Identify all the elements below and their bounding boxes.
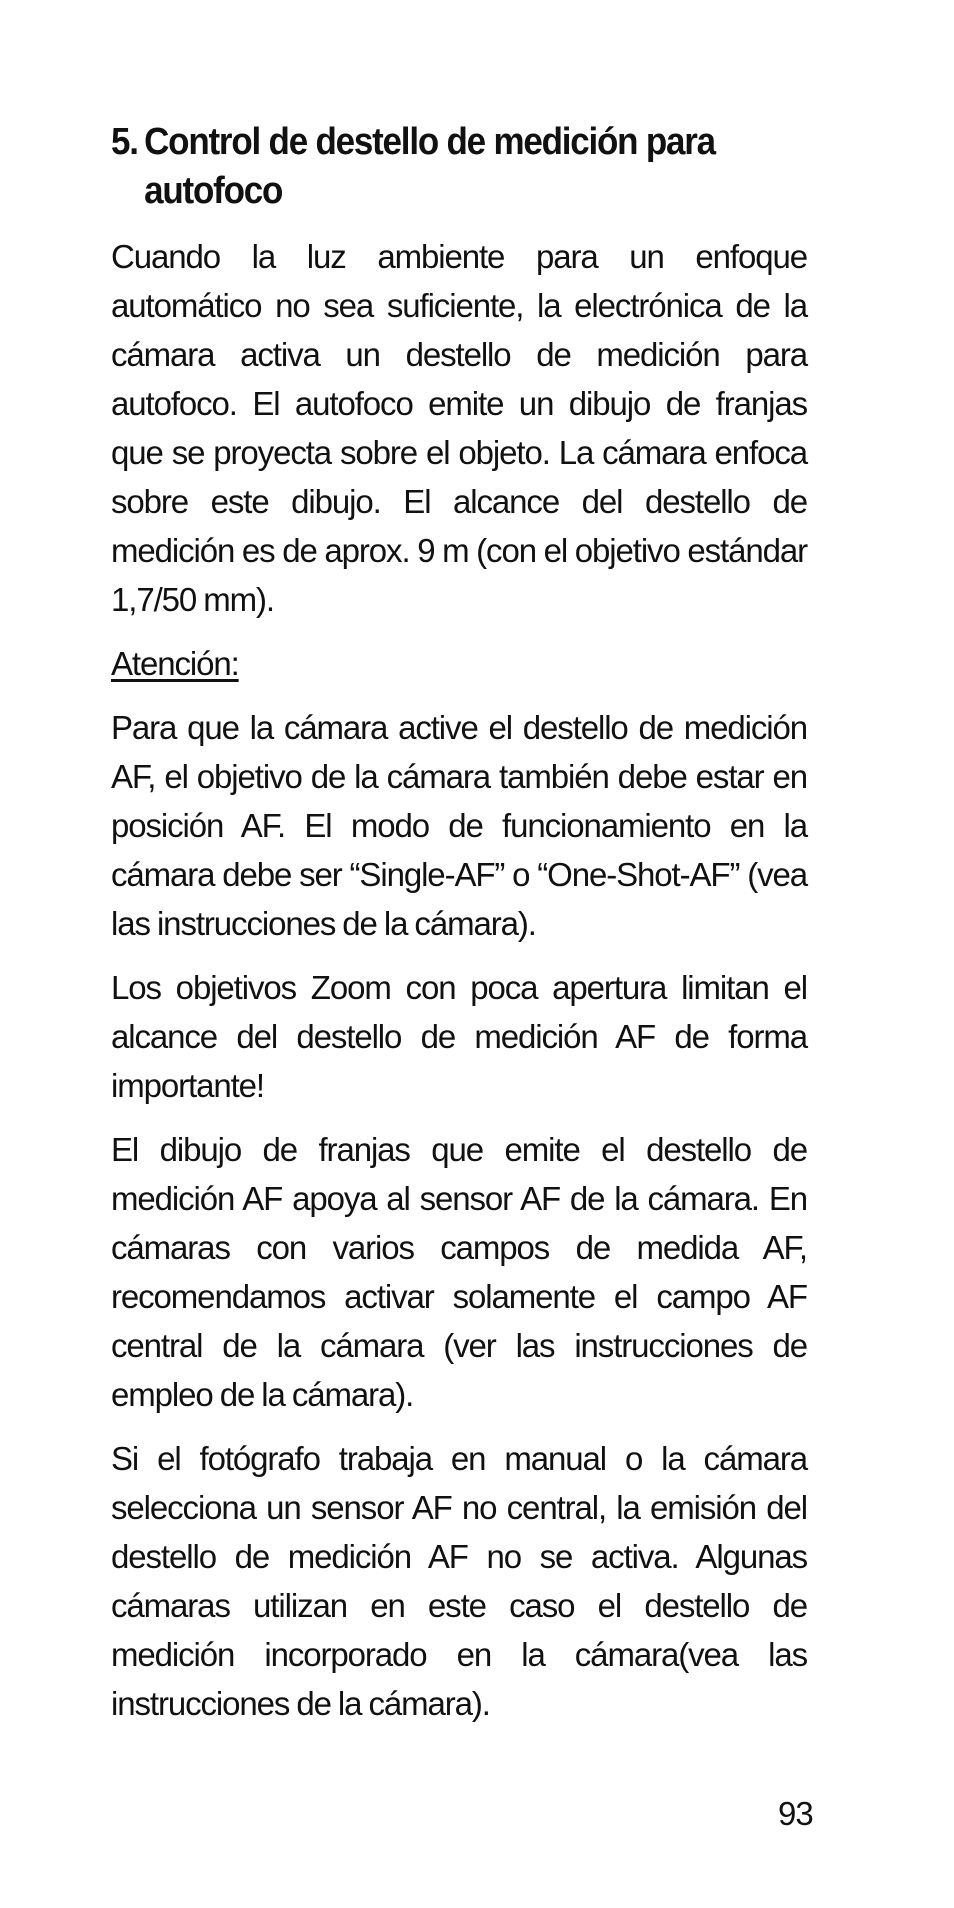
note-paragraph-4: Si el fotógrafo trabaja en manual o la cámara selecciona un sensor AF no central, la emisión del destello de medición AF no se activa. Algunas cámaras utilizan en este caso el destello de medición incorporado en la cámara(vea las instrucciones de la cámara). <box>111 1440 807 1722</box>
section-number: 5. <box>111 121 138 163</box>
section-title: Control de destello de medición para autofoco <box>144 121 715 212</box>
page-number: 93 <box>778 1795 813 1832</box>
note-paragraph-1: Para que la cámara active el destello de medición AF, el objetivo de la cámara también debe estar en posición AF. El modo de funcionamiento en la cámara debe ser “Single-AF” o “One-Shot-AF” (vea las instrucciones de la cámara). <box>111 709 807 942</box>
intro-paragraph: Cuando la luz ambiente para un enfoque automático no sea suficiente, la electrónica de la cámara activa un destello de medición para autofoco. El autofoco emite un dibujo de franjas que se proyecta sobre el objeto. La cámara enfoca sobre este dibujo. El alcance del destello de medición es de aprox. 9 m (con el objetivo estándar 1,7/50 mm). <box>111 238 807 618</box>
note-label: Atención: <box>111 645 239 682</box>
page-content <box>111 118 807 1743</box>
note-paragraph-3: El dibujo de franjas que emite el destello de medición AF apoya al sensor AF de la cámara. En cámaras con varios campos de medida AF, recomendamos activar solamente el campo AF central de la cámara (ver las instrucciones de empleo de la cámara). <box>111 1131 807 1413</box>
note-paragraph-2: Los objetivos Zoom con poca apertura limitan el alcance del destello de medición AF de forma importante! <box>111 969 807 1104</box>
section-heading <box>111 118 815 216</box>
